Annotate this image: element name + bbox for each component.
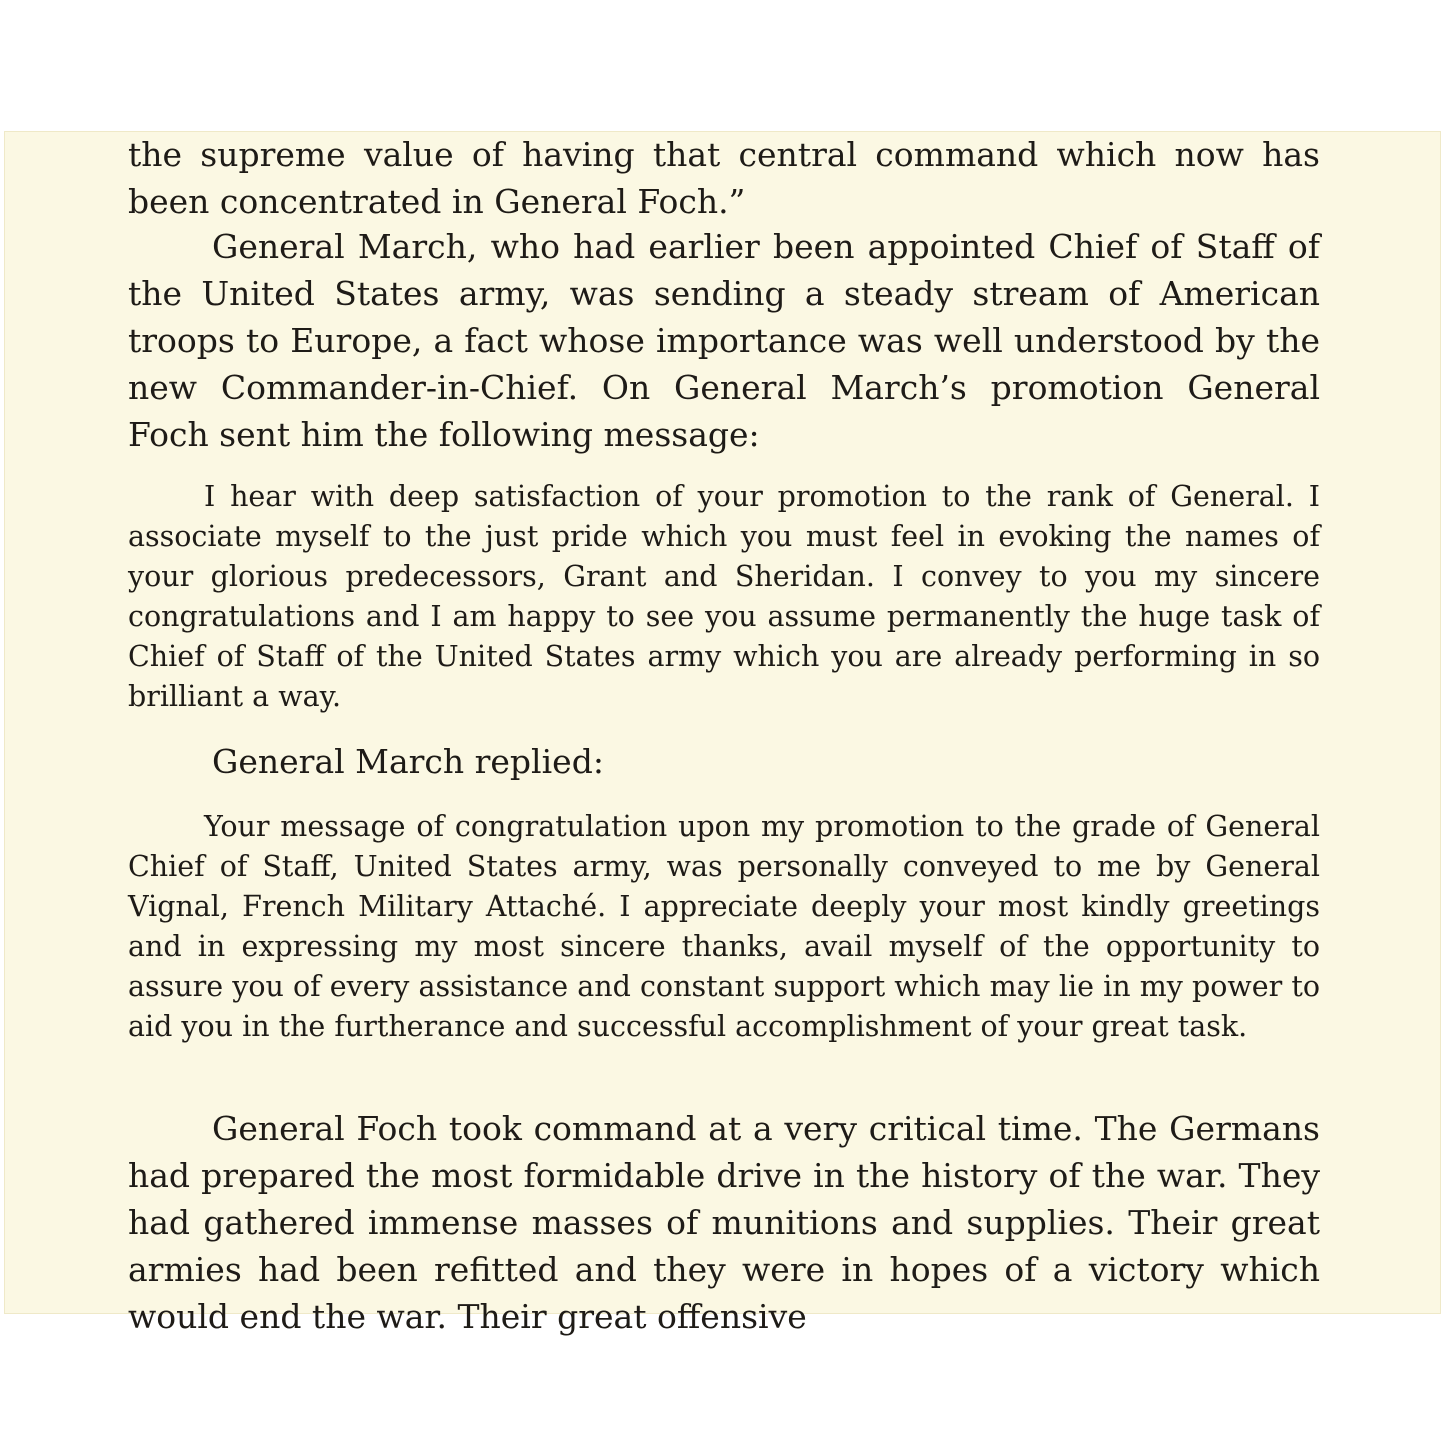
paragraph-general-march-intro: General March, who had earlier been appointed Chief of Staff of the United States army, was sending a steady stream of American troops to Europe, a fact whose importance was well understood by the new Commander-in-Chief. On General March’s promotion General Foch sent him the following message: — [128, 227, 1320, 454]
document-page — [4, 131, 1441, 1336]
paragraph-march-replied: General March replied: — [212, 742, 604, 781]
paragraph-continuation: the supreme value of having that central command which now has been concentrated in General Foch.” — [128, 135, 1320, 221]
paragraph-critical-time: General Foch took command at a very critical time. The Germans had prepared the most formidable drive in the history of the war. They had gathered immense masses of munitions and supplies. Their great armies had been refitted and they were in hopes of a victory which would end the war. Their great offensive — [128, 1109, 1320, 1336]
quote-march-reply: Your message of congratulation upon my promotion to the grade of General Chief of Staff, United States army, was personally conveyed to me by General Vignal, French Military Attaché. I appreciate deeply your most kindly greetings and in expressing my most sincere thanks, avail myself of the opportunity to assure you of every assistance and constant support which may lie in my power to aid you in the furtherance and successful accomplishment of your great task. — [128, 810, 1320, 1043]
quote-foch-message: I hear with deep satisfaction of your promotion to the rank of General. I associate myself to the just pride which you must feel in evoking the names of your glorious predecessors, Grant and Sheridan. I convey to you my sincere congratulations and I am happy to see you assume permanently the huge task of Chief of Staff of the United States army which you are already performing in so brilliant a way. — [128, 480, 1320, 713]
